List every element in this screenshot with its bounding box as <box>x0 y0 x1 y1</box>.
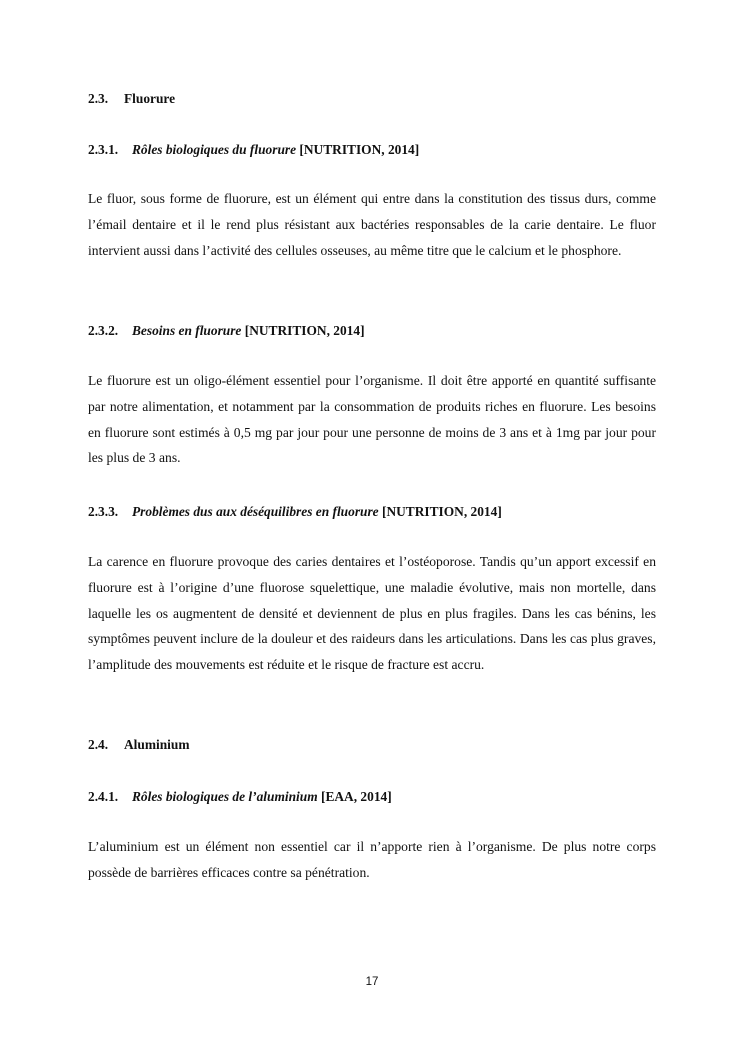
heading-title: Rôles biologiques de l’aluminium <box>132 789 318 804</box>
heading-number: 2.4.1. <box>88 789 119 804</box>
heading-2-4 <box>88 736 656 754</box>
heading-2-3-2 <box>88 322 656 340</box>
heading-reference: [EAA, 2014] <box>321 789 392 804</box>
heading-2-3-1 <box>88 141 656 159</box>
heading-number: 2.3.1. <box>88 142 119 157</box>
heading-number: 2.3.2. <box>88 323 119 338</box>
heading-2-4-1 <box>88 788 656 806</box>
heading-reference: [NUTRITION, 2014] <box>382 504 502 519</box>
heading-reference: [NUTRITION, 2014] <box>299 142 420 157</box>
paragraph-2-3-1: Le fluor, sous forme de fluorure, est un élément qui entre dans la constitution des tissus durs, comme l’émail dentaire et il le rend plus résistant aux bactéries responsables de la carie dentaire. Le fluor intervient aussi dans l’activité des cellules osseuses, au même titre que le calcium et le phosphore. <box>88 191 656 258</box>
heading-number: 2.3.3. <box>88 504 119 519</box>
heading-title: Besoins en fluorure <box>132 323 242 338</box>
heading-title: Problèmes dus aux déséquilibres en fluorure <box>132 504 379 519</box>
heading-2-3 <box>88 90 656 108</box>
heading-number: 2.3. <box>88 91 109 106</box>
heading-reference: [NUTRITION, 2014] <box>244 323 365 338</box>
heading-title: Fluorure <box>124 91 176 106</box>
paragraph-2-4-1: L’aluminium est un élément non essentiel car il n’apporte rien à l’organisme. De plus notre corps possède de barrières efficaces contre sa pénétration. <box>88 839 656 880</box>
page-number: 17 <box>365 976 379 988</box>
heading-title: Rôles biologiques du fluorure <box>132 142 297 157</box>
heading-title: Aluminium <box>124 737 190 752</box>
paragraph-2-3-3: La carence en fluorure provoque des caries dentaires et l’ostéoporose. Tandis qu’un apport excessif en fluorure est à l’origine d’une fluorose squelettique, une maladie évolutive, mais non mortelle, dans laquelle les os augmentent de densité et deviennent de plus en plus fragiles. Dans les cas bénins, les symptômes peuvent inclure de la douleur et des raideurs dans les articulations. Dans les cas plus graves, l’amplitude des mouvements est réduite et le risque de fracture est accru. <box>88 554 656 673</box>
heading-number: 2.4. <box>88 737 109 752</box>
heading-2-3-3 <box>88 503 656 521</box>
paragraph-2-3-2: Le fluorure est un oligo-élément essentiel pour l’organisme. Il doit être apporté en quantité suffisante par notre alimentation, et notamment par la consommation de produits riches en fluorure. Les besoins en fluorure sont estimés à 0,5 mg par jour pour une personne de moins de 3 ans et à 1mg par jour pour les plus de 3 ans. <box>88 373 656 466</box>
